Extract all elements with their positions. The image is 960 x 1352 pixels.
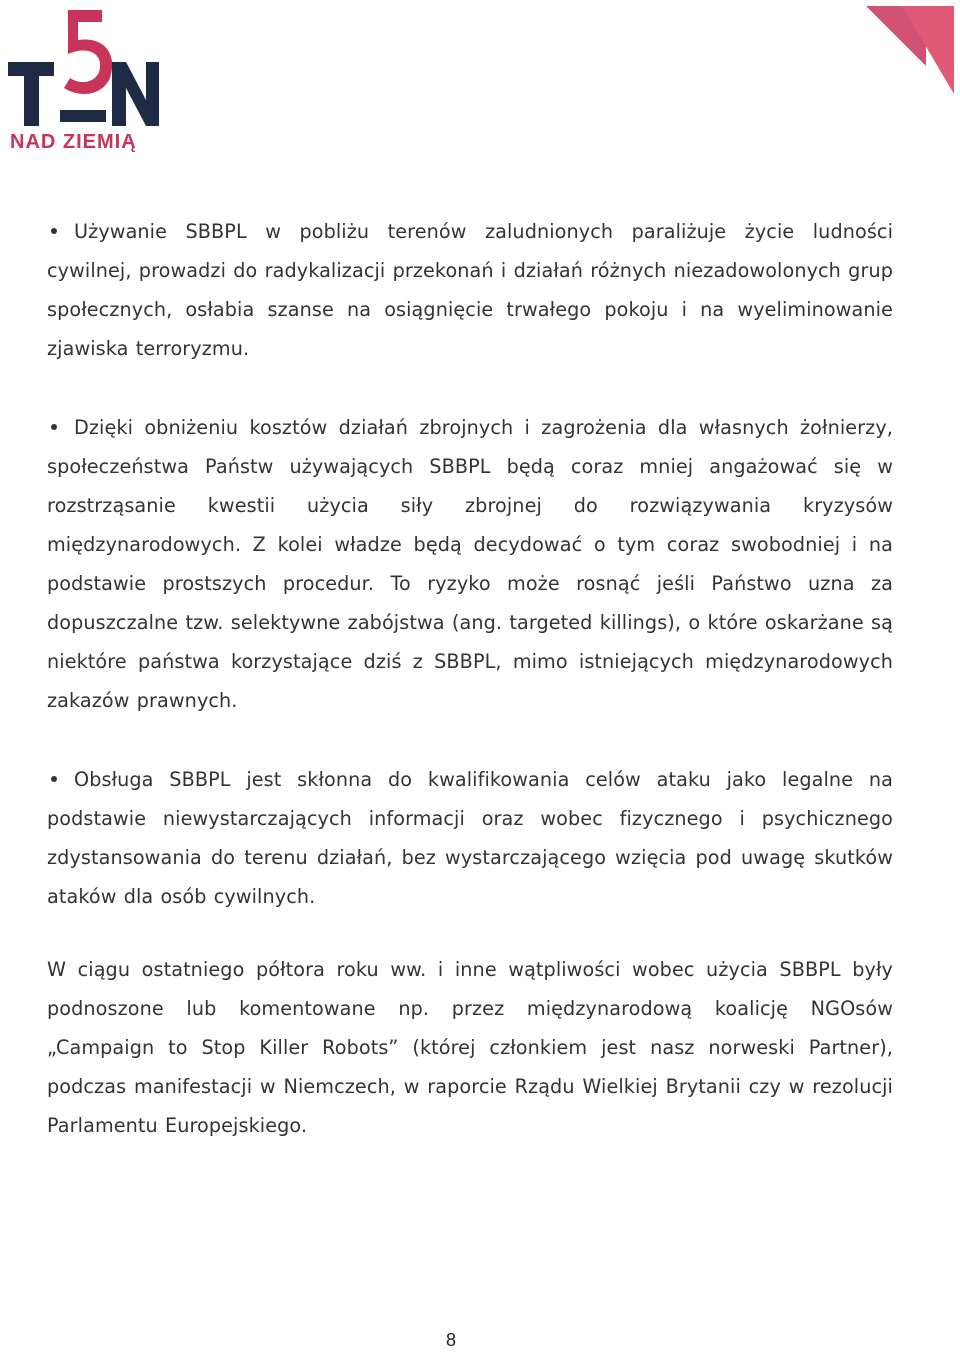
- paragraph-text: W ciągu ostatniego półtora roku ww. i inne wątpliwości wobec użycia SBBPL były podnoszone lub komentowane np. przez międzynarodową koalicję NGOsów „Campaign to Stop Killer Robots” (której członkiem jest nasz norweski Partner), podczas manifestacji w Niemczech, w raporcie Rządu Wielkiej Brytanii czy w rezolucji Parlamentu Europejskiego.: [47, 958, 893, 1137]
- bullet-paragraph-1: [47, 212, 893, 368]
- paragraph-text: Dzięki obniżeniu kosztów działań zbrojnych i zagrożenia dla własnych żołnierzy, społeczeństwa Państw używających SBBPL będą coraz mniej angażować się w rozstrząsanie kwestii użycia siły zbrojnej do rozwiązywania kryzysów międzynarodowych. Z kolei władze będą decydować o tym coraz swobodniej i na podstawie prostszych procedur. To ryzyko może rosnąć jeśli Państwo uzna za dopuszczalne tzw. selektywne zabójstwa (ang. targeted killings), o które oskarżane są niektóre państwa korzystające dziś z SBBPL, mimo istniejących międzynarodowych zakazów prawnych.: [47, 416, 893, 712]
- paragraph-text: Obsługa SBBPL jest skłonna do kwalifikowania celów ataku jako legalne na podstawie niewystarczających informacji oraz wobec fizycznego i psychicznego zdystansowania do terenu działań, bez wystarczającego wzięcia pod uwagę skutków ataków dla osób cywilnych.: [47, 768, 893, 908]
- bullet-icon: [51, 776, 57, 782]
- document-body: [47, 212, 893, 1145]
- paragraph-text: Używanie SBBPL w pobliżu terenów zaludnionych paraliżuje życie ludności cywilnej, prowadzi do radykalizacji przekonań i działań różnych niezadowolonych grup społecznych, osłabia szanse na osiągnięcie trwałego pokoju i na wyeliminowanie zjawiska terroryzmu.: [47, 220, 893, 360]
- bullet-paragraph-3: [47, 760, 893, 916]
- logo: [6, 6, 166, 156]
- closing-paragraph: [47, 950, 893, 1145]
- corner-ribbon-decoration: [866, 6, 960, 102]
- bullet-icon: [51, 424, 57, 430]
- logo-tagline: NAD ZIEMIĄ: [10, 131, 137, 153]
- page-number: 8: [445, 1330, 456, 1350]
- bullet-paragraph-2: [47, 408, 893, 720]
- bullet-icon: [51, 228, 57, 234]
